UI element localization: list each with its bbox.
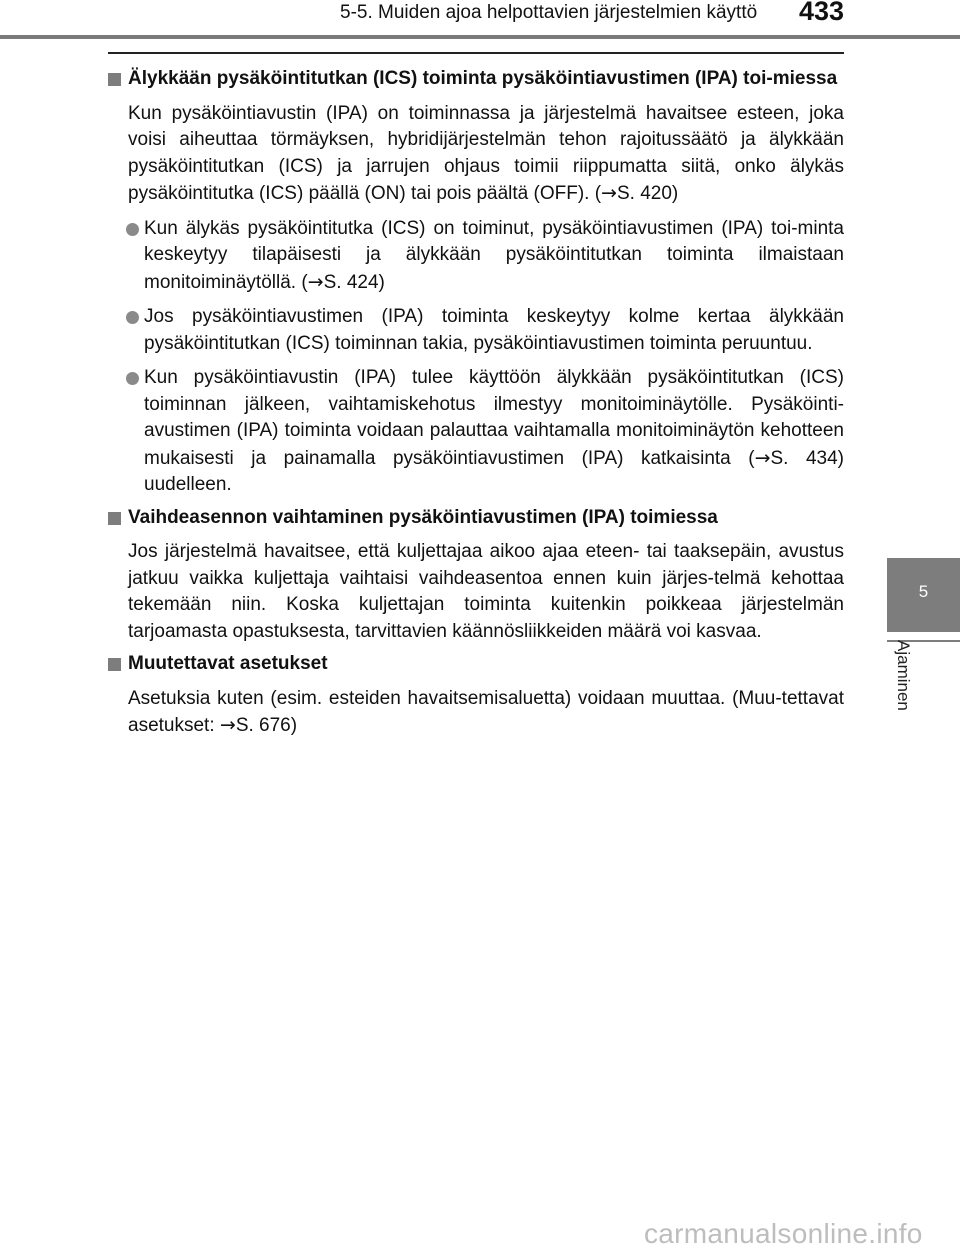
bullet-text: Kun pysäköintiavustin (IPA) tulee käyttöön älykkään pysäköintitutkan (ICS) toiminnan jälkeen, vaihtamiskehotus ilmestyy monitoiminäytölle. Pysäköinti-avustimen (IPA) toiminta voidaan palauttaa vaihtamalla monitoiminäytön kehotteen mukaisesti ja painamalla pysäköintiavustimen (IPA) katkaisinta (	[144, 367, 844, 469]
section-rule	[108, 52, 844, 54]
circle-bullet-icon	[126, 311, 139, 324]
arrow-icon: →	[754, 446, 771, 469]
heading-text: Muutettavat asetukset	[128, 653, 328, 674]
square-bullet-icon	[108, 73, 121, 86]
paragraph-text: Jos järjestelmä havaitsee, että kuljettajaa aikoo ajaa eteen- tai taaksepäin, avustus jatkuu vaikka kuljettaja vaihtaisi vaihdeasentoa ennen kuin järjes-telmä kehottaa tekemään niin. Koska kuljettajan toiminta kuitenkin poikkeaa järjestelmän tarjoamasta opastuksesta, tarvittavien käännösliikkeiden määrä voi kasvaa.	[128, 541, 844, 642]
arrow-icon: →	[219, 714, 236, 736]
body-paragraph	[108, 101, 844, 208]
circle-bullet-icon	[126, 223, 139, 236]
section-heading	[108, 66, 844, 93]
watermark: carmanualsonline.info	[644, 1218, 923, 1249]
heading-text: Älykkään pysäköintitutkan (ICS) toiminta pysäköintiavustimen (IPA) toi-miessa	[128, 68, 838, 89]
bullet-item	[108, 365, 844, 499]
paragraph-text: Asetuksia kuten (esim. esteiden havaitsemisaluetta) voidaan muuttaa. (Muu-tettavat asetukset:	[128, 687, 844, 736]
header-rule	[0, 35, 960, 39]
page-reference: S. 424)	[323, 271, 385, 293]
chapter-number: 5	[918, 582, 929, 601]
bullet-text: Kun älykäs pysäköintitutka (ICS) on toiminut, pysäköintiavustimen (IPA) toi-minta keskeytyy tilapäisesti ja älykkään pysäköintitutkan toiminta ilmaistaan monitoiminäytöllä. (	[144, 217, 844, 293]
arrow-icon: →	[601, 182, 617, 204]
bullet-item	[108, 216, 844, 297]
circle-bullet-icon	[126, 372, 139, 385]
arrow-icon: →	[307, 270, 324, 293]
main-content	[108, 66, 844, 740]
page-reference: S. 420)	[616, 183, 679, 204]
heading-text: Vaihdeasennon vaihtaminen pysäköintiavustimen (IPA) toimiessa	[128, 506, 718, 528]
square-bullet-icon	[108, 658, 121, 671]
square-bullet-icon	[108, 512, 121, 525]
page-number: 433	[799, 0, 845, 26]
section-title: 5-5. Muiden ajoa helpottavien järjestelmien käyttö	[340, 2, 758, 23]
body-paragraph	[108, 539, 844, 645]
chapter-label-container	[893, 640, 917, 740]
bullet-text: Jos pysäköintiavustimen (IPA) toiminta keskeytyy kolme kertaa älykkään pysäköintitutkan (ICS) toiminnan takia, pysäköintiavustimen toiminta peruuntuu.	[144, 306, 844, 354]
chapter-tab	[887, 558, 960, 632]
bullet-item	[108, 304, 844, 357]
section-heading	[108, 651, 844, 678]
body-paragraph	[108, 686, 844, 740]
chapter-label: Ajaminen	[894, 640, 913, 711]
page-reference: S. 434) uudelleen.	[144, 447, 844, 495]
page-reference: S. 676)	[235, 715, 298, 736]
section-heading	[108, 505, 844, 532]
paragraph-text: Kun pysäköintiavustin (IPA) on toiminnassa ja järjestelmä havaitsee esteen, joka voisi aiheuttaa törmäyksen, hybridijärjestelmän tehon rajoitussäätö ja älykkään pysäköintitutkan (ICS) ja jarrujen ohjaus toimii riippumatta siitä, onko älykäs pysäköintitutka (ICS) päällä (ON) tai pois päältä (OFF). (	[128, 102, 844, 204]
